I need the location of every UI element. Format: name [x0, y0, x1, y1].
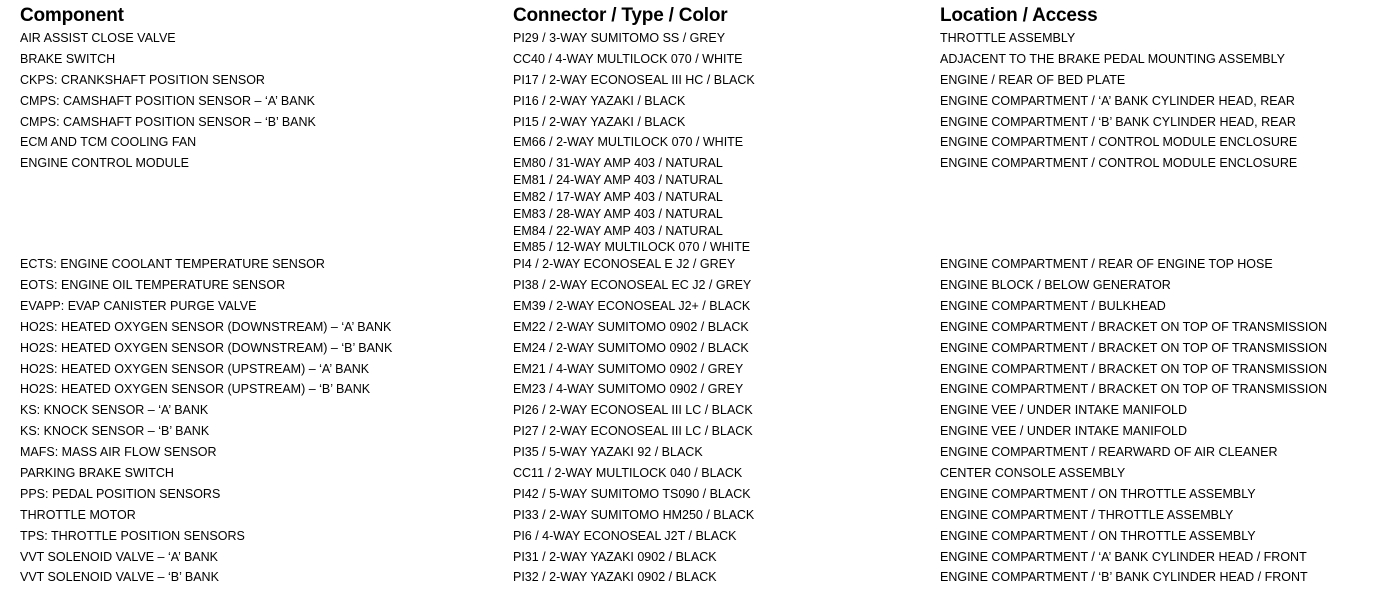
connector-line: PI15 / 2-WAY YAZAKI / BLACK — [513, 114, 686, 129]
table-row — [20, 298, 1372, 319]
component-cell: ENGINE CONTROL MODULE — [20, 156, 190, 171]
component-cell: CKPS: CRANKSHAFT POSITION SENSOR — [20, 72, 265, 87]
location-cell: ENGINE COMPARTMENT / ON THROTTLE ASSEMBLY — [940, 486, 1256, 501]
component-cell: HO2S: HEATED OXYGEN SENSOR (DOWNSTREAM) – ‘A’ BANK — [20, 319, 392, 334]
connector-cell — [513, 361, 940, 382]
connector-line: PI4 / 2-WAY ECONOSEAL E J2 / GREY — [513, 257, 736, 272]
location-cell: ENGINE COMPARTMENT / BULKHEAD — [940, 298, 1166, 313]
component-cell: EVAPP: EVAP CANISTER PURGE VALVE — [20, 298, 257, 313]
location-cell: ENGINE COMPARTMENT / ‘B’ BANK CYLINDER HEAD, REAR — [940, 114, 1296, 129]
table-row — [20, 402, 1372, 423]
location-cell: ENGINE VEE / UNDER INTAKE MANIFOLD — [940, 403, 1188, 418]
table-row — [20, 507, 1372, 528]
location-cell: ENGINE COMPARTMENT / ‘A’ BANK CYLINDER HEAD, REAR — [940, 93, 1295, 108]
location-cell: ENGINE COMPARTMENT / ‘A’ BANK CYLINDER HEAD / FRONT — [940, 549, 1307, 564]
location-cell: ENGINE COMPARTMENT / BRACKET ON TOP OF TRANSMISSION — [940, 319, 1328, 334]
component-cell: KS: KNOCK SENSOR – ‘B’ BANK — [20, 424, 210, 439]
component-cell: BRAKE SWITCH — [20, 51, 116, 66]
connector-line: PI26 / 2-WAY ECONOSEAL III LC / BLACK — [513, 403, 753, 418]
table-row — [20, 569, 1372, 590]
component-cell: CMPS: CAMSHAFT POSITION SENSOR – ‘A’ BANK — [20, 93, 315, 108]
location-cell: THROTTLE ASSEMBLY — [940, 31, 1076, 45]
component-cell: CMPS: CAMSHAFT POSITION SENSOR – ‘B’ BANK — [20, 114, 316, 129]
connector-line: PI6 / 4-WAY ECONOSEAL J2T / BLACK — [513, 528, 737, 543]
connector-cell — [513, 340, 940, 361]
connector-line: EM66 / 2-WAY MULTILOCK 070 / WHITE — [513, 135, 744, 150]
table-row — [20, 381, 1372, 402]
connector-line: EM80 / 31-WAY AMP 403 / NATURAL — [513, 156, 723, 171]
location-cell: ENGINE COMPARTMENT / ON THROTTLE ASSEMBLY — [940, 528, 1256, 543]
component-cell: MAFS: MASS AIR FLOW SENSOR — [20, 445, 217, 460]
connector-line: PI33 / 2-WAY SUMITOMO HM250 / BLACK — [513, 507, 755, 522]
table-body — [20, 30, 1372, 590]
connector-line: PI29 / 3-WAY SUMITOMO SS / GREY — [513, 31, 726, 45]
component-cell: THROTTLE MOTOR — [20, 507, 136, 522]
component-cell: HO2S: HEATED OXYGEN SENSOR (UPSTREAM) – ‘B’ BANK — [20, 382, 371, 397]
location-cell: ENGINE COMPARTMENT / CONTROL MODULE ENCLOSURE — [940, 135, 1298, 150]
component-cell: HO2S: HEATED OXYGEN SENSOR (UPSTREAM) – ‘A’ BANK — [20, 361, 370, 376]
table-row — [20, 340, 1372, 361]
location-cell: ENGINE COMPARTMENT / THROTTLE ASSEMBLY — [940, 507, 1234, 522]
component-cell: VVT SOLENOID VALVE – ‘B’ BANK — [20, 570, 219, 585]
header-location: Location / Access — [940, 5, 1098, 26]
connector-cell — [513, 381, 940, 402]
location-cell: ENGINE COMPARTMENT / REARWARD OF AIR CLEANER — [940, 445, 1278, 460]
table-row — [20, 72, 1372, 93]
table-row — [20, 256, 1372, 277]
location-cell: ENGINE BLOCK / BELOW GENERATOR — [940, 278, 1171, 293]
table-row — [20, 134, 1372, 155]
table-row — [20, 277, 1372, 298]
connector-cell — [513, 507, 940, 528]
table-row — [20, 30, 1372, 51]
connector-cell — [513, 30, 940, 51]
connector-cell — [513, 72, 940, 93]
connector-cell — [513, 256, 940, 277]
table-row — [20, 93, 1372, 114]
table-row — [20, 114, 1372, 135]
component-cell: AIR ASSIST CLOSE VALVE — [20, 31, 176, 45]
connector-line: PI38 / 2-WAY ECONOSEAL EC J2 / GREY — [513, 278, 752, 293]
connector-line: PI32 / 2-WAY YAZAKI 0902 / BLACK — [513, 570, 717, 585]
connector-line: EM39 / 2-WAY ECONOSEAL J2+ / BLACK — [513, 298, 751, 313]
connector-line: EM21 / 4-WAY SUMITOMO 0902 / GREY — [513, 361, 744, 376]
connector-cell — [513, 528, 940, 549]
component-cell: PPS: PEDAL POSITION SENSORS — [20, 486, 221, 501]
connector-line: CC11 / 2-WAY MULTILOCK 040 / BLACK — [513, 466, 743, 481]
component-cell: VVT SOLENOID VALVE – ‘A’ BANK — [20, 549, 218, 564]
location-cell: ENGINE / REAR OF BED PLATE — [940, 72, 1126, 87]
connector-cell — [513, 569, 940, 590]
header-component: Component — [20, 5, 124, 26]
table-row — [20, 361, 1372, 382]
connector-cell — [513, 277, 940, 298]
table-row — [20, 444, 1372, 465]
connector-cell — [513, 465, 940, 486]
location-cell: ENGINE COMPARTMENT / BRACKET ON TOP OF TRANSMISSION — [940, 340, 1328, 355]
connector-cell — [513, 114, 940, 135]
connector-cell — [513, 298, 940, 319]
connector-line: CC40 / 4-WAY MULTILOCK 070 / WHITE — [513, 51, 743, 66]
connector-line: PI27 / 2-WAY ECONOSEAL III LC / BLACK — [513, 424, 753, 439]
connector-line: EM24 / 2-WAY SUMITOMO 0902 / BLACK — [513, 340, 749, 355]
connector-line: EM85 / 12-WAY MULTILOCK 070 / WHITE — [513, 240, 751, 255]
table-row — [20, 155, 1372, 256]
table-row — [20, 528, 1372, 549]
table-row — [20, 549, 1372, 570]
connector-line: EM81 / 24-WAY AMP 403 / NATURAL — [513, 173, 723, 188]
component-cell: PARKING BRAKE SWITCH — [20, 466, 174, 481]
location-cell: ENGINE COMPARTMENT / BRACKET ON TOP OF TRANSMISSION — [940, 361, 1328, 376]
connector-table — [20, 4, 1372, 590]
connector-line: EM23 / 4-WAY SUMITOMO 0902 / GREY — [513, 382, 744, 397]
connector-line: EM82 / 17-WAY AMP 403 / NATURAL — [513, 189, 723, 204]
location-cell: ENGINE VEE / UNDER INTAKE MANIFOLD — [940, 424, 1188, 439]
location-cell: ENGINE COMPARTMENT / CONTROL MODULE ENCLOSURE — [940, 156, 1298, 171]
connector-cell — [513, 319, 940, 340]
table-row — [20, 465, 1372, 486]
location-cell: ENGINE COMPARTMENT / REAR OF ENGINE TOP HOSE — [940, 257, 1273, 272]
connector-cell — [513, 423, 940, 444]
connector-line: PI17 / 2-WAY ECONOSEAL III HC / BLACK — [513, 72, 755, 87]
location-cell: CENTER CONSOLE ASSEMBLY — [940, 466, 1126, 481]
component-cell: ECM AND TCM COOLING FAN — [20, 135, 197, 150]
table-row — [20, 486, 1372, 507]
connector-line: EM83 / 28-WAY AMP 403 / NATURAL — [513, 206, 723, 221]
connector-line: PI35 / 5-WAY YAZAKI 92 / BLACK — [513, 445, 703, 460]
location-cell: ENGINE COMPARTMENT / ‘B’ BANK CYLINDER HEAD / FRONT — [940, 570, 1308, 585]
connector-cell — [513, 549, 940, 570]
header-connector: Connector / Type / Color — [513, 5, 728, 26]
connector-line: EM22 / 2-WAY SUMITOMO 0902 / BLACK — [513, 319, 749, 334]
component-cell: KS: KNOCK SENSOR – ‘A’ BANK — [20, 403, 209, 418]
connector-line: EM84 / 22-WAY AMP 403 / NATURAL — [513, 223, 723, 238]
connector-cell — [513, 402, 940, 423]
table-row — [20, 51, 1372, 72]
connector-cell — [513, 155, 940, 256]
header-row — [20, 4, 1372, 30]
connector-cell — [513, 444, 940, 465]
table-row — [20, 319, 1372, 340]
connector-cell — [513, 93, 940, 114]
component-cell: ECTS: ENGINE COOLANT TEMPERATURE SENSOR — [20, 257, 325, 272]
connector-cell — [513, 51, 940, 72]
connector-line: PI16 / 2-WAY YAZAKI / BLACK — [513, 93, 686, 108]
connector-cell — [513, 134, 940, 155]
table-row — [20, 423, 1372, 444]
connector-line: PI42 / 5-WAY SUMITOMO TS090 / BLACK — [513, 486, 751, 501]
location-cell: ENGINE COMPARTMENT / BRACKET ON TOP OF TRANSMISSION — [940, 382, 1328, 397]
connector-cell — [513, 486, 940, 507]
component-cell: TPS: THROTTLE POSITION SENSORS — [20, 528, 245, 543]
component-cell: EOTS: ENGINE OIL TEMPERATURE SENSOR — [20, 278, 286, 293]
location-cell: ADJACENT TO THE BRAKE PEDAL MOUNTING ASSEMBLY — [940, 51, 1285, 66]
component-cell: HO2S: HEATED OXYGEN SENSOR (DOWNSTREAM) – ‘B’ BANK — [20, 340, 393, 355]
connector-line: PI31 / 2-WAY YAZAKI 0902 / BLACK — [513, 549, 717, 564]
